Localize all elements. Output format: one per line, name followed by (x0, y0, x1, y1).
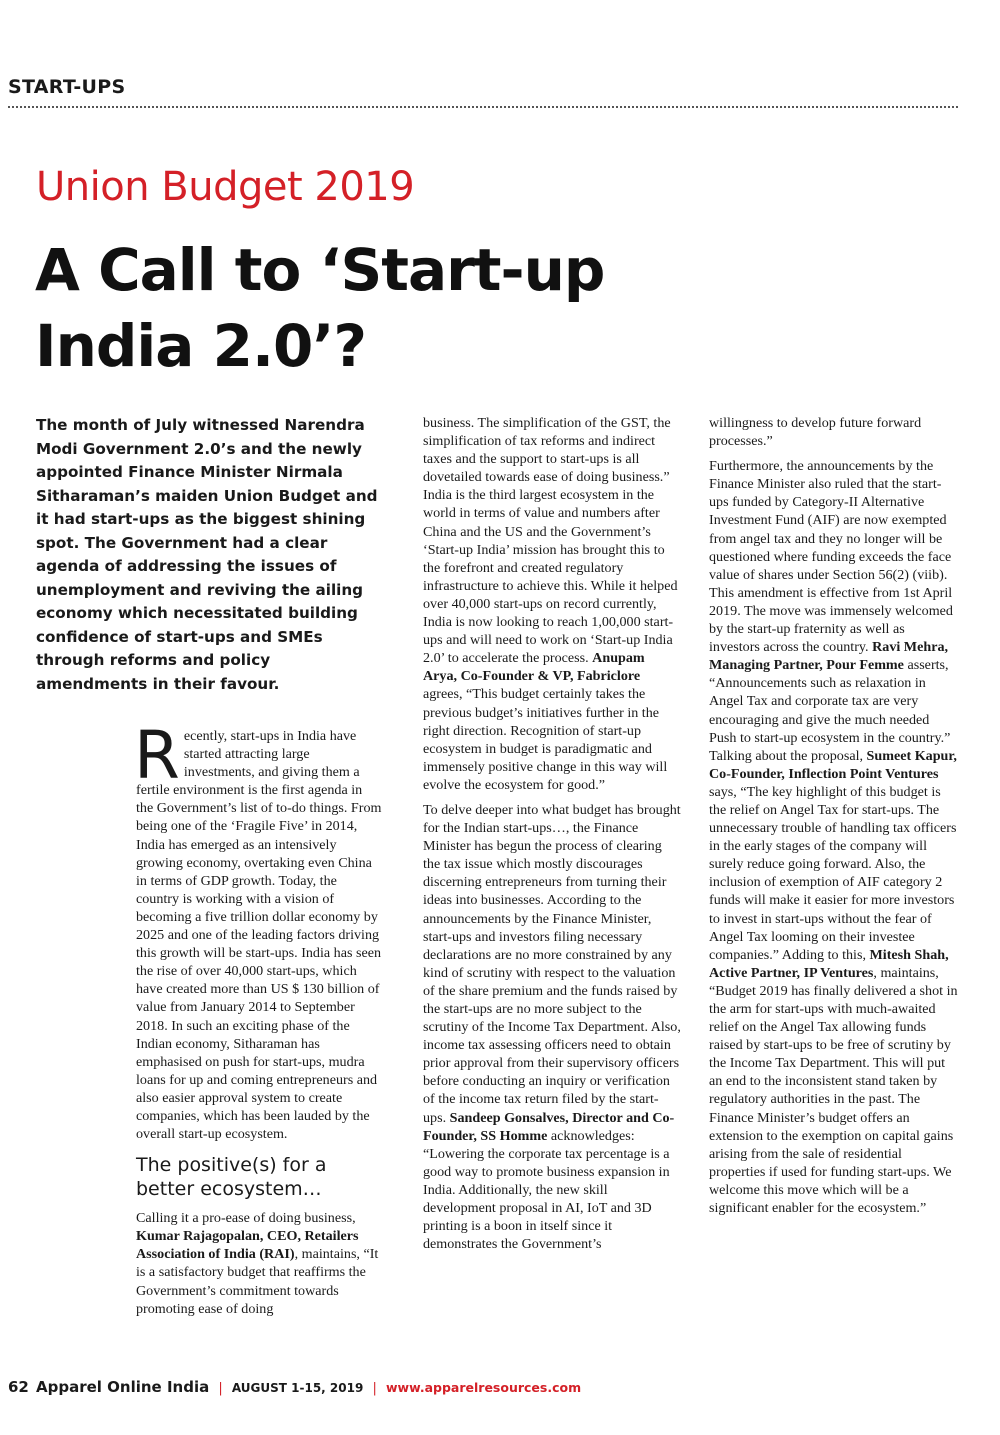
col3-p2-text-c: says, “The key highlight of this budget is the relief on Angel Tax for start-ups. The unnecessary trouble of handling tax officers in the early stages of the company will surely reduce going forward. Also, the inclusion of exemption of AIF category 2 funds will make it easier for more investors to invest in start-ups without the fear of Angel Tax looming on their investee companies.” Adding to this, (709, 783, 957, 963)
issue-date: AUGUST 1-15, 2019 (231, 1381, 364, 1395)
col2-p2-text-a: To delve deeper into what budget has brought for the Indian start-ups…, the Finance Minister has begun the process of clearing the tax issue which mostly discourages discerning entrepreneurs from turning their ideas into businesses. According to the announcements by the Finance Minister, start-ups and investors filing necessary declarations are no more constrained by any kind of scrutiny with respect to the valuation of the share premium and the funds raised by the start-ups are no more subject to the scrutiny of the Income Tax Department. Also, income tax assessing officers need to obtain prior approval from their supervisory officers before conducting an inquiry or verification of the income tax return filed by the start-ups. (423, 801, 681, 1126)
article-column-3 (709, 414, 959, 1224)
subheading: The positive(s) for a better ecosystem… (136, 1154, 327, 1201)
col3-p2-text-d: , maintains, “Budget 2019 has finally delivered a shot in the arm for start-ups with much-awaited relief on the Angel Tax allowing funds raised by start-ups to be free of scrutiny by the Income Tax Department. This will put an end to the inconsistent stand taken by regulatory authorities in the past. The Finance Minister’s budget offers an extension to the exemption on capital gains arising from the sale of residential properties if used for funding start-ups. We welcome this move which will be a significant enabler for the ecosystem.” (709, 964, 958, 1217)
magazine-name: Apparel Online India (36, 1378, 210, 1396)
speaker-name: Ravi Mehra, Managing Partner, Pour Femme (709, 639, 949, 674)
headline (35, 232, 755, 384)
col1-p2-text-a: Calling it a pro-ease of doing business, (136, 1210, 356, 1227)
kicker-title: Union Budget 2019 (36, 164, 415, 210)
section-label: START-UPS (8, 76, 126, 98)
speaker-name: Kumar Rajagopalan, CEO, Retailers Association of India (RAI) (136, 1228, 359, 1263)
col2-p2-text-b: acknowledges: “Lowering the corporate tax percentage is a good way to promote business expansion in India. Additionally, the new skill development proposal in AI, IoT and 3D printing is a boon in itself since it demonstrates the Government’s (423, 1127, 670, 1253)
headline-line-2: India 2.0’? (35, 312, 367, 380)
col1-paragraph-2 (136, 1209, 382, 1318)
footer-separator: | (372, 1381, 377, 1396)
section-divider (8, 106, 958, 108)
speaker-name: Anupam Arya, Co-Founder & VP, Fabriclore (423, 650, 645, 685)
speaker-name: Sandeep Gonsalves, Director and Co-Founder, SS Homme (423, 1109, 675, 1144)
page-number: 62 (8, 1378, 29, 1396)
footer-separator: | (218, 1381, 223, 1396)
speaker-name: Sumeet Kapur, Co-Founder, Inflection Point Ventures (709, 747, 957, 782)
website-link[interactable]: www.apparelresources.com (386, 1380, 582, 1395)
col1-paragraph-1-text: ecently, start-ups in India have started attracting large investments, and giving them a fertile environment is the first agenda in the Government’s list of to-do things. From being one of the ‘Fragile Five’ in 2014, India has emerged as an intensively growing economy, overtaking even China in terms of GDP growth. Today, the country is working with a vision of becoming a five trillion dollar economy by 2025 and one of the leading factors driving this growth will be start-ups. India has seen the rise of over 40,000 start-ups, which have created more than US $ 130 billion of value from January 2014 to September 2018. In such an exciting phase of the Indian economy, Sitharaman has emphasised on push for start-ups, mudra loans for up and coming entrepreneurs and also easier approval system to create companies, which has been lauded by the overall start-up ecosystem. (136, 728, 382, 1143)
drop-cap: R (134, 717, 180, 794)
col3-paragraph-2 (709, 457, 959, 1217)
article-column-2 (423, 414, 681, 1260)
page-footer (8, 1378, 581, 1396)
headline-line-1: A Call to ‘Start-up (35, 236, 605, 304)
intro-paragraph: The month of July witnessed Narendra Modi Government 2.0’s and the newly appointed Finance Minister Nirmala Sitharaman’s maiden Union Budget and it had start-ups as the biggest shining spot. The Government had a clear agenda of addressing the issues of unemployment and reviving the ailing economy which necessitated building confidence of start-ups and SMEs through reforms and policy amendments in their favour. (36, 416, 378, 693)
col2-paragraph-1 (423, 414, 681, 794)
col1-paragraph-1 (134, 717, 382, 1143)
speaker-name: Mitesh Shah, Active Partner, IP Ventures (709, 946, 949, 981)
col3-p2-text-b: asserts, “Announcements such as relaxation in Angel Tax and corporate tax are very encouraging and give the much needed Push to start-up ecosystem in the country.” Talking about the proposal, (709, 657, 951, 764)
col2-paragraph-2 (423, 801, 681, 1253)
col1-p2-text-b: , maintains, “It is a satisfactory budget that reaffirms the Government’s commitment towards promoting ease of doing (136, 1246, 379, 1317)
article-column-1 (134, 717, 382, 1325)
col3-paragraph-1: willingness to develop future forward processes.” (709, 415, 922, 450)
col2-p1-text-a: business. The simplification of the GST, the simplification of tax reforms and indirect taxes and the support to start-ups is all dovetailed towards ease of doing business.” India is the third largest ecosystem in the world in terms of value and numbers after China and the US and the Government’s ‘Start-up India’ mission has brought this to the forefront and created regulatory infrastructure to achieve this. While it helped over 40,000 start-ups on record currently, India is now looking to reach 1,00,000 start-ups and will need to work on ‘Start-up India 2.0’ to accelerate the process. (423, 415, 678, 667)
col3-p2-text-a: Furthermore, the announcements by the Finance Minister also ruled that the start-ups funded by Category-II Alternative Investment Fund (AIF) are now exempted from angel tax and they no longer will be questioned where funding exceeds the face value of shares under Section 56(2) (viib). This amendment is effective from 1st April 2019. The move was immensely welcomed by the start-up fraternity as well as investors across the country. (709, 458, 953, 656)
col2-p1-text-b: agrees, “This budget certainly takes the previous budget’s initiatives further in the right direction. Recognition of start-up ecosystem in budget is paradigmatic and immensely positive change in this way will evolve the ecosystem for good.” (423, 686, 668, 793)
